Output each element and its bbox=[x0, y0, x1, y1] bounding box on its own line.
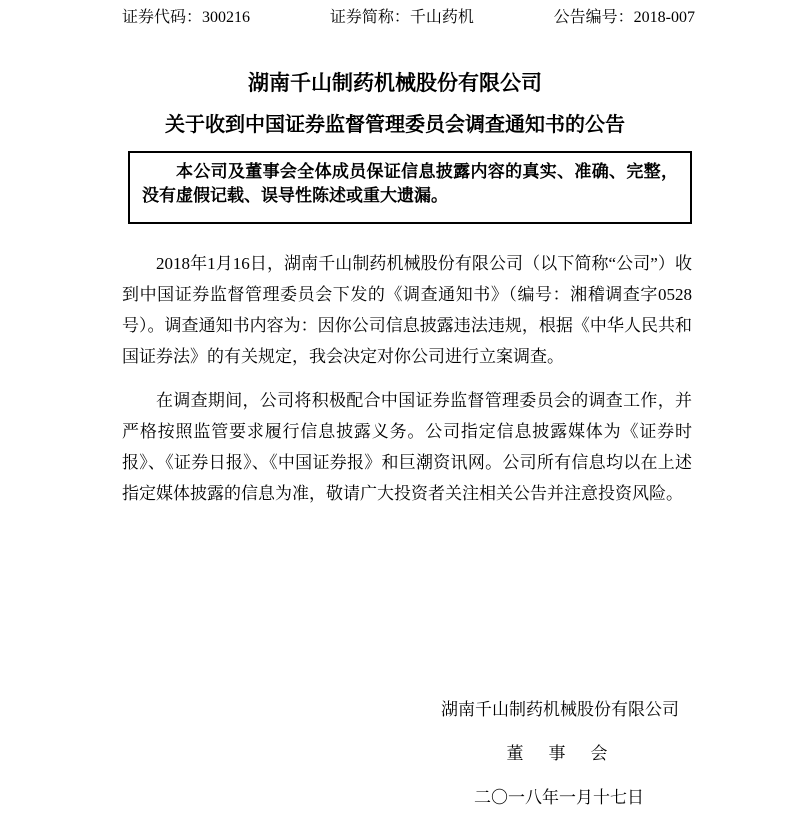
disclaimer-box bbox=[128, 151, 692, 224]
paragraph-investigation-notice: 2018年1月16日，湖南千山制药机械股份有限公司（以下简称“公司”）收到中国证券监督管理委员会下发的《调查通知书》（编号：湘稽调查字0528号）。调查通知书内容为：因你公司信息披露违法违规，根据《中华人民共和国证券法》的有关规定，我会决定对你公司进行立案调查。 bbox=[122, 254, 692, 366]
announcement-body bbox=[122, 248, 692, 522]
signature-company: 湖南千山制药机械股份有限公司 bbox=[441, 700, 679, 719]
signature-date: 二〇一八年一月十七日 bbox=[474, 788, 644, 807]
paragraph-disclosure-media: 在调查期间，公司将积极配合中国证券监督管理委员会的调查工作，并严格按照监管要求履行信息披露义务。公司指定信息披露媒体为《证券时报》、《证券日报》、《中国证券报》和巨潮资讯网。公司所有信息均以在上述指定媒体披露的信息为准，敬请广大投资者关注相关公告并注意投资风险。 bbox=[122, 391, 692, 503]
signature-board: 董 事 会 bbox=[506, 744, 612, 763]
announcement-number-text: 公告编号：2018-007 bbox=[553, 9, 695, 26]
signature-block bbox=[441, 699, 677, 819]
announcement-title: 关于收到中国证券监督管理委员会调查通知书的公告 bbox=[165, 114, 625, 136]
disclaimer-text: 本公司及董事会全体成员保证信息披露内容的真实、准确、完整，没有虚假记载、误导性陈述或重大遗漏。 bbox=[142, 162, 678, 205]
stock-name-text: 证券简称：千山药机 bbox=[329, 9, 474, 26]
stock-code-text: 证券代码：300216 bbox=[122, 9, 251, 26]
company-title: 湖南千山制药机械股份有限公司 bbox=[248, 71, 542, 95]
document-header bbox=[122, 8, 695, 28]
